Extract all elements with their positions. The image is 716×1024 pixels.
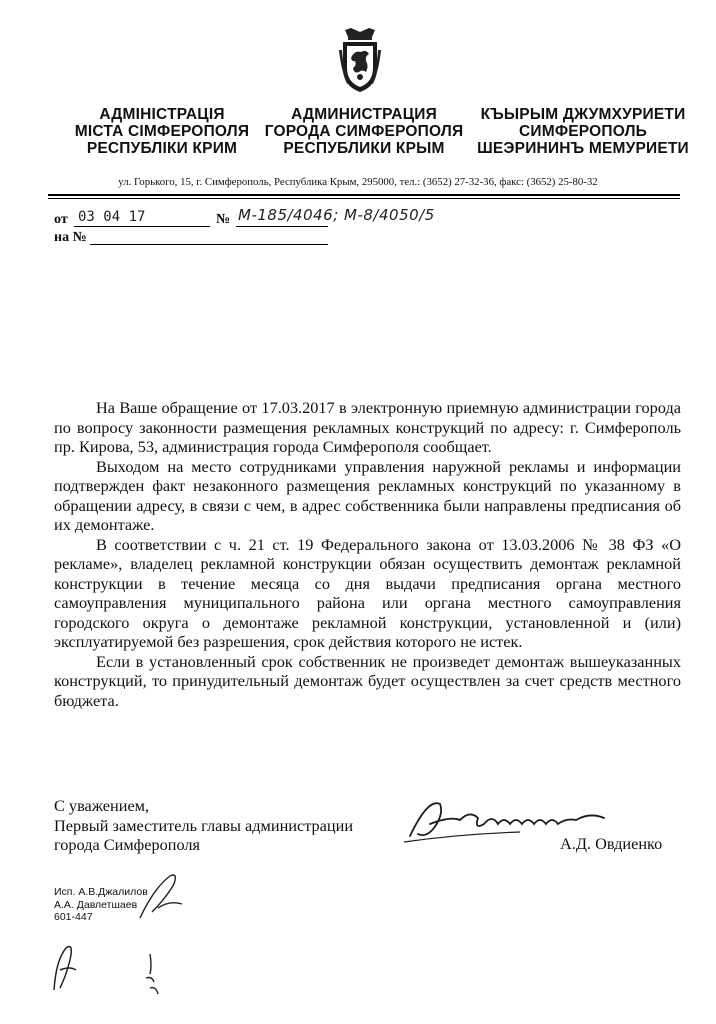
header-ru-line2: ГОРОДА СИМФЕРОПОЛЯ [264,123,464,140]
executor-line1: Исп. А.В.Джалилов [54,886,148,898]
number-underline [236,226,328,227]
letter-body [54,398,681,710]
letter-date: 03 04 17 [78,209,146,225]
signer-position-line2: города Симферополя [54,835,200,854]
header-rule-thick [48,194,680,196]
signer-position-line1: Первый заместитель главы администрации [54,815,354,835]
from-label: от [54,212,68,227]
number-label: № [216,212,231,227]
signature-block [54,796,353,855]
body-paragraph-4: Если в установленный срок собственник не произведет демонтаж вышеуказанных конструкций, то принудительный демонтаж будет осуществлен за счет средств местного бюджета. [54,651,681,710]
crimea-coat-of-arms-icon [339,28,381,94]
header-ua-line2: МІСТА СІМФЕРОПОЛЯ [74,123,250,140]
header-rule-thin [48,198,680,199]
reply-to-label: на № [54,230,87,245]
header-crh-line2: СИМФЕРОПОЛЬ [518,123,648,140]
body-paragraph-1: На Ваше обращение от 17.03.2017 в электронную приемную администрации города по вопросу законности размещения рекламных конструкций по адресу: г. Симферополь пр. Кирова, 53, администрация города Симферополя сообщает. [54,398,681,456]
header-crh-line3: ШЕЭРИНИНЪ МЕМУРИЕТИ [477,140,689,157]
executor-phone: 601-447 [54,911,93,923]
body-paragraph-3: В соответствии с ч. 21 ст. 19 Федерального закона от 13.03.2006 № 38 ФЗ «О рекламе», владелец рекламной конструкции обязан осуществить демонтаж рекламной конструкции в течение месяца со дня выдачи предписания органа местного самоуправления муниципального района или органа местного самоуправления городского округа о демонтаже рекламной конструкции, установленной и (или) эксплуатируемой без разрешения, срок действия которого не истек. [54,534,681,651]
header-ukrainian [47,106,277,157]
header-ru-line1: АДМИНИСТРАЦИЯ [291,106,437,123]
signer-name: А.Д. Овдиенко [560,834,663,853]
address-line: ул. Горького, 15, г. Симферополь, Республика Крым, 295000, тел.: (3652) 27-32-36, факс: (3652) 25-80-32 [118,176,598,188]
body-paragraph-2: Выходом на место сотрудниками управления наружной рекламы и информации подтвержден факт незаконного размещения рекламных конструкций по указанному в обращении адресу, в связи с чем, в адрес собственника были направлены предписания об их демонтаже. [54,456,681,534]
closing-line: С уважением, [54,796,150,815]
date-underline [74,226,210,227]
header-ua-line3: РЕСПУБЛІКИ КРИМ [86,140,238,157]
handwritten-notes [40,930,180,1010]
executor-line2: А.А. Давлетшаев [54,898,138,911]
executor-initials-mark [130,868,200,928]
header-crimean-tatar [468,106,698,157]
header-russian [249,106,479,157]
reply-to-underline [90,244,328,245]
letter-number: М-185/4046; М-8/4050/5 [238,206,435,224]
header-ru-line3: РЕСПУБЛИКИ КРЫМ [283,140,445,157]
header-ua-line1: АДМІНІСТРАЦІЯ [99,106,225,123]
header-crh-line1: КЪЫРЫМ ДЖУМХУРИЕТИ [480,106,686,123]
